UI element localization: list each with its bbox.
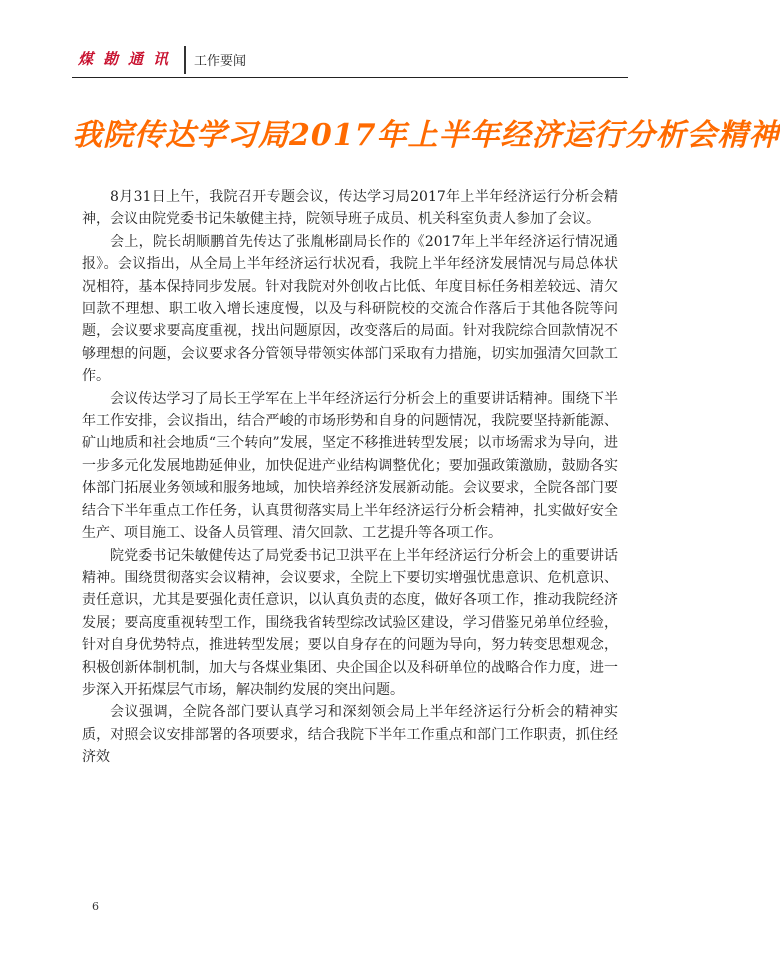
paragraph: 会议传达学习了局长王学军在上半年经济运行分析会上的重要讲话精神。围绕下半年工作安排，会议指出，结合严峻的市场形势和自身的问题情况，我院要坚持新能源、矿山地质和社会地质“三个转向”发展，坚定不移推进转型发展；以市场需求为导向，进一步多元化发展地勘延伸业，加快促进产业结构调整优化；要加强政策激励，鼓励各实体部门拓展业务领域和服务地域，加快培养经济发展新动能。会议要求，全院各部门要结合下半年重点工作任务，认真贯彻落实局上半年经济运行分析会精神，扎实做好安全生产、项目施工、设备人员管理、清欠回款、工艺提升等各项工作。 — [82, 390, 618, 542]
article-body — [82, 186, 618, 769]
section-label: 工作要闻 — [194, 54, 247, 69]
paragraph: 8月31日上午，我院召开专题会议，传达学习局2017年上半年经济运行分析会精神，会议由院党委书记朱敏健主持，院领导班子成员、机关科室负责人参加了会议。 — [82, 189, 618, 228]
paragraph: 会上，院长胡顺鹏首先传达了张胤彬副局长作的《2017年上半年经济运行情况通报》。会议指出，从全局上半年经济运行状况看，我院上半年经济发展情况与局总体状况相符，基本保持同步发展。针对我院对外创收占比低、年度目标任务相差较远、清欠回款不理想、职工收入增长速度慢，以及与科研院校的交流合作落后于其他各院等问题，会议要求要高度重视，找出问题原因，改变落后的局面。针对我院综合回款情况不够理想的问题，会议要求各分管领导带领实体部门采取有力措施，切实加强清欠回款工作。 — [82, 233, 618, 385]
page-number: 6 — [92, 900, 99, 913]
header-rule — [72, 77, 628, 78]
header-divider — [184, 46, 186, 74]
article-title: 我院传达学习局2017年上半年经济运行分析会精神 — [72, 118, 780, 153]
paragraph: 会议强调，全院各部门要认真学习和深刻领会局上半年经济运行分析会的精神实质，对照会议安排部署的各项要求，结合我院下半年工作重点和部门工作职责，抓住经济效 — [82, 704, 618, 766]
paragraph: 院党委书记朱敏健传达了局党委书记卫洪平在上半年经济运行分析会上的重要讲话精神。围绕贯彻落实会议精神，会议要求，全院上下要切实增强忧患意识、危机意识、责任意识，尤其是要强化责任意识，以认真负责的态度，做好各项工作，推动我院经济发展；要高度重视转型工作，围绕我省转型综改试验区建设，学习借鉴兄弟单位经验，针对自身优势特点，推进转型发展；要以自身存在的问题为导向，努力转变思想观念，积极创新体制机制，加大与各煤业集团、央企国企以及科研单位的战略合作力度，进一步深入开拓煤层气市场，解决制约发展的突出问题。 — [82, 547, 618, 698]
page-header — [72, 44, 628, 78]
brand-name: 煤勘通讯 — [78, 50, 179, 68]
